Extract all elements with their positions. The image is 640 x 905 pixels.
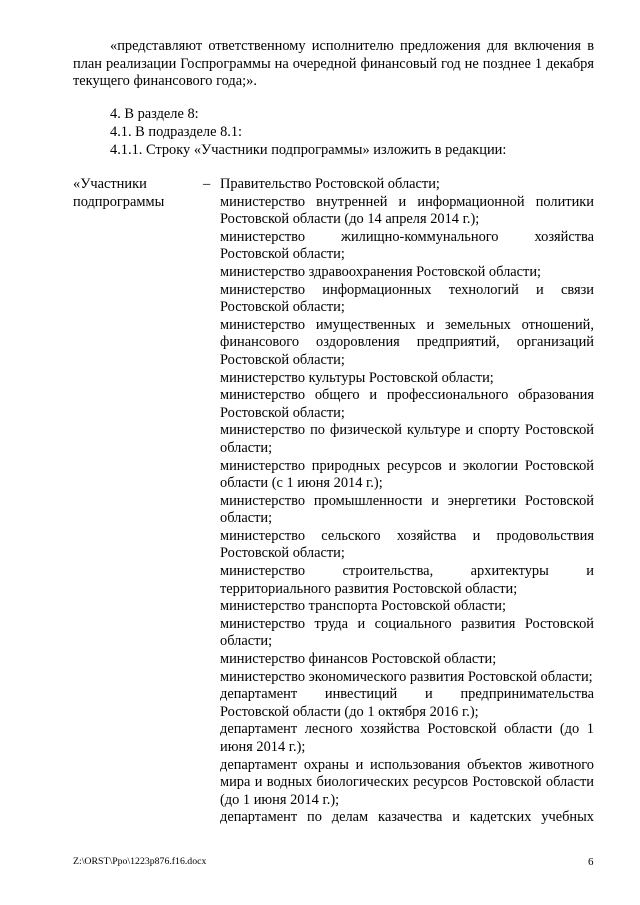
participant-item: министерство экономического развития Ростовской области;: [220, 668, 593, 685]
participant-item: министерство культуры Ростовской области;: [220, 369, 494, 386]
participant-item: министерство по физической культуре и спорту Ростовской области;: [220, 422, 594, 456]
participants-label: «Участники подпрограммы: [73, 176, 165, 210]
participant-item: министерство сельского хозяйства и продовольствия Ростовской области;: [220, 527, 594, 562]
participant-item: Правительство Ростовской области;: [220, 176, 440, 192]
section-heading-4: 4. В разделе 8:: [110, 106, 199, 122]
intro-paragraph: «представляют ответственному исполнителю предложения для включения в план реализации Госпрограммы на очередной финансовый год не позднее 1 декабря текущего финансового года;».: [73, 38, 594, 90]
participant-item: департамент инвестиций и предпринимательства Ростовской области (до 1 октября 2016 г.);: [220, 686, 594, 720]
page-number: 6: [588, 856, 594, 868]
participant-item: министерство транспорта Ростовской области;: [220, 598, 506, 615]
participant-item: министерство здравоохранения Ростовской области;: [220, 263, 542, 280]
participant-item: министерство общего и профессионального образования Ростовской области;: [220, 387, 594, 421]
participants-list: [220, 176, 594, 827]
participant-item: министерство информационных технологий и связи Ростовской области;: [220, 281, 594, 316]
participant-item: министерство труда и социального развития Ростовской области;: [220, 615, 594, 650]
participant-item: департамент охраны и использования объектов животного мира и водных биологических ресурсов Ростовской области (до 1 июня 2014 г.);: [220, 756, 594, 808]
participant-item: министерство строительства, архитектуры и территориального развития Ростовской области;: [220, 563, 594, 597]
participant-item: министерство внутренней и информационной политики Ростовской области (до 14 апреля 2014 г.);: [220, 193, 594, 228]
subsection-heading-4-1-1: 4.1.1. Строку «Участники подпрограммы» изложить в редакции:: [110, 142, 507, 158]
participant-item: министерство промышленности и энергетики Ростовской области;: [220, 492, 594, 527]
participant-item: департамент лесного хозяйства Ростовской области (до 1 июня 2014 г.);: [220, 721, 594, 755]
participant-item: министерство финансов Ростовской области;: [220, 651, 497, 668]
participant-item: министерство имущественных и земельных отношений, финансового оздоровления предприятий, организаций Ростовской области;: [220, 316, 594, 368]
subsection-heading-4-1: 4.1. В подразделе 8.1:: [110, 124, 243, 140]
footer-file-path: Z:\ORST\Ppo\1223p876.f16.docx: [73, 856, 207, 867]
participant-item: департамент по делам казачества и кадетских учебных: [220, 809, 594, 826]
participants-dash: –: [203, 176, 211, 192]
participant-item: министерство природных ресурсов и экологии Ростовской области (с 1 июня 2014 г.);: [220, 457, 594, 492]
participant-item: министерство жилищно-коммунального хозяйства Ростовской области;: [220, 228, 594, 263]
